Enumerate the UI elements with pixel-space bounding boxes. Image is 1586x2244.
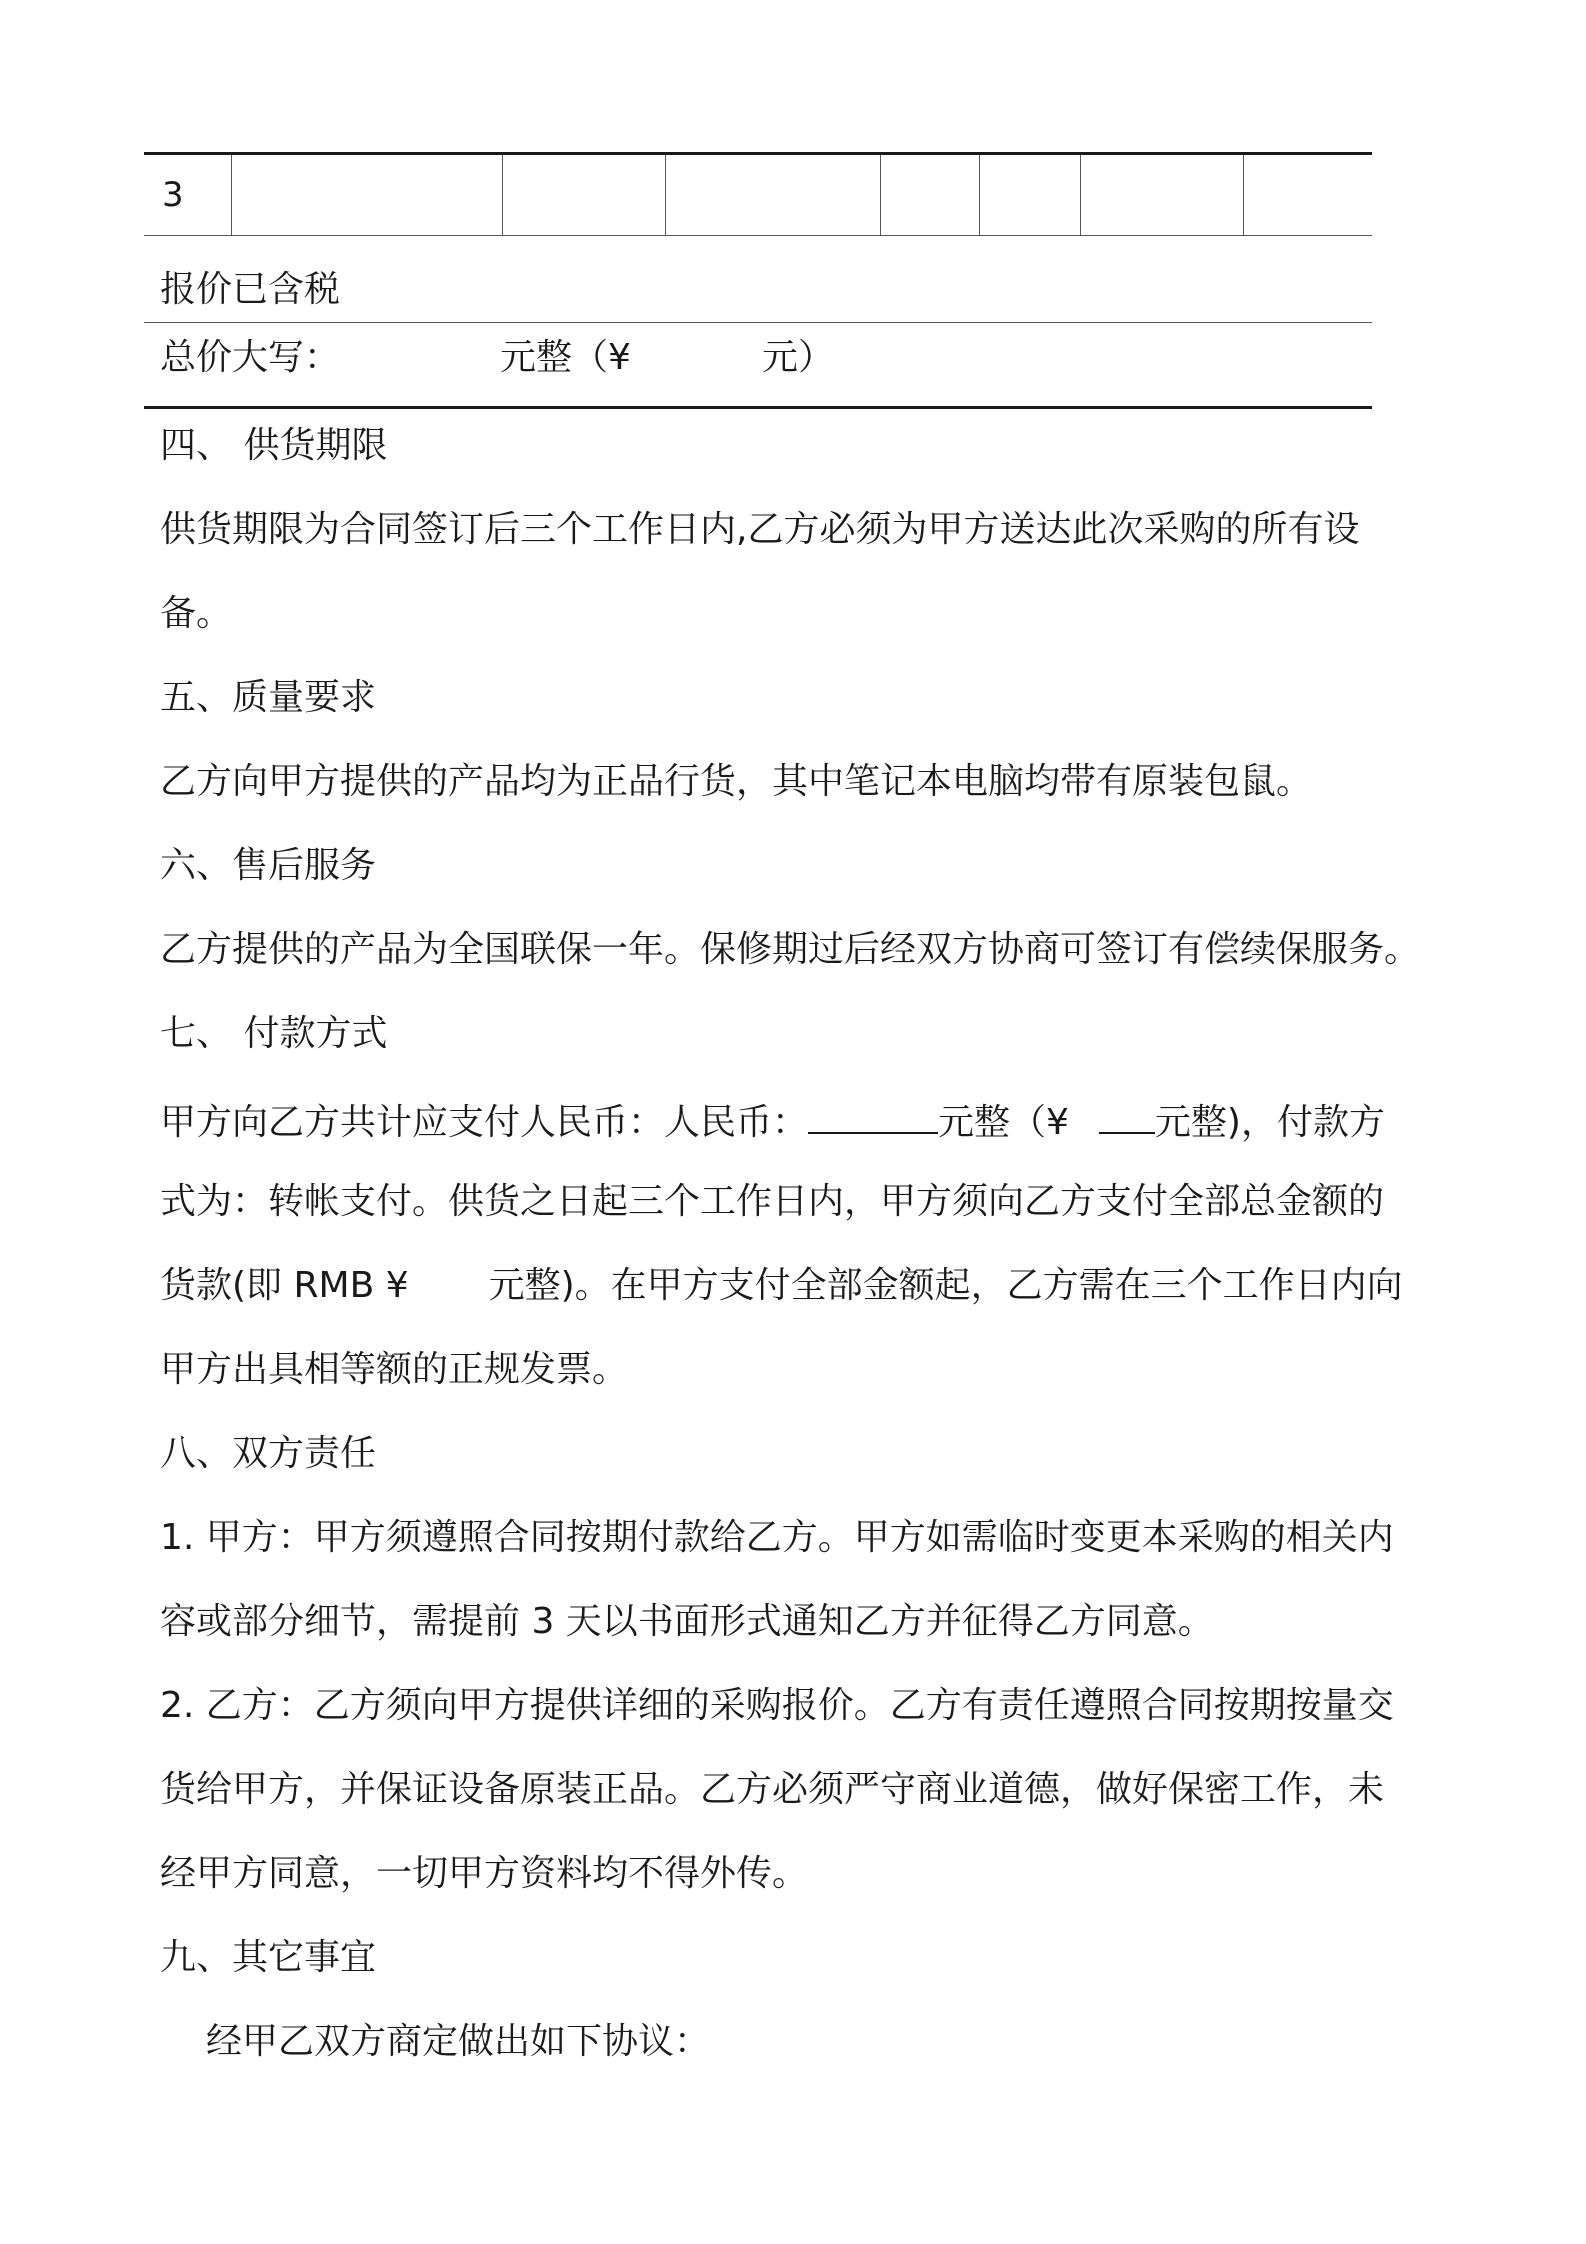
section-7-line-3 [160,1264,1403,1308]
table-column-divider [502,155,503,235]
section-7-line-1 [160,1096,1385,1145]
row-number-cell: 3 [162,175,184,215]
section-8-line: 1. 甲方：甲方须遵照合同按期付款给乙方。甲方如需临时变更本采购的相关内 [160,1517,1394,1558]
section-8-line: 货给甲方，并保证设备原装正品。乙方必须严守商业道德，做好保密工作，未 [160,1769,1385,1810]
total-close: 元） [762,337,835,378]
tax-note: 报价已含税 [160,269,341,310]
section-5-title: 五、质量要求 [160,677,377,718]
section-5-line: 乙方向甲方提供的产品均为正品行货，其中笔记本电脑均带有原装包鼠。 [160,761,1313,802]
section-4-line: 备。 [160,593,233,634]
pricing-table-row [144,152,1372,236]
payment-text: 元整)，付款方 [1154,1102,1385,1143]
table-bottom-border [144,406,1372,409]
table-column-divider [1243,155,1244,235]
amount-blank [1099,1096,1155,1134]
table-column-divider [979,155,980,235]
section-9-line: 经甲乙双方商定做出如下协议： [206,2021,711,2062]
section-9-title: 九、其它事宜 [160,1937,377,1978]
section-8-line: 容或部分细节，需提前 3 天以书面形式通知乙方并征得乙方同意。 [160,1601,1214,1642]
payment-text: 元整（¥ [938,1102,1069,1143]
section-6-title: 六、售后服务 [160,845,377,886]
section-4-title: 四、 供货期限 [160,425,388,466]
total-unit: 元整（¥ [500,337,631,378]
section-8-line: 2. 乙方：乙方须向甲方提供详细的采购报价。乙方有责任遵照合同按期按量交 [160,1685,1394,1726]
divider-line [144,322,1372,323]
payment-text: 元整)。在甲方支付全部金额起，乙方需在三个工作日内向 [488,1265,1403,1306]
section-6-line: 乙方提供的产品为全国联保一年。保修期过后经双方协商可签订有偿续保服务。 [160,929,1421,970]
table-column-divider [880,155,881,235]
section-7-title: 七、 付款方式 [160,1013,388,1054]
table-column-divider [1080,155,1081,235]
total-label: 总价大写： [160,337,341,378]
section-8-title: 八、双方责任 [160,1433,377,1474]
amount-blank [808,1096,938,1134]
section-4-line: 供货期限为合同签订后三个工作日内,乙方必须为甲方送达此次采购的所有设 [160,509,1360,550]
section-7-line-4: 甲方出具相等额的正规发票。 [160,1349,629,1390]
table-column-divider [665,155,666,235]
section-7-line-2: 式为：转帐支付。供货之日起三个工作日内，甲方须向乙方支付全部总金额的 [160,1181,1385,1222]
payment-text: 甲方向乙方共计应支付人民币：人民币： [160,1102,809,1143]
payment-text: 货款(即 RMB ¥ [160,1265,409,1306]
table-column-divider [231,155,232,235]
section-8-line: 经甲方同意，一切甲方资料均不得外传。 [160,1853,809,1894]
